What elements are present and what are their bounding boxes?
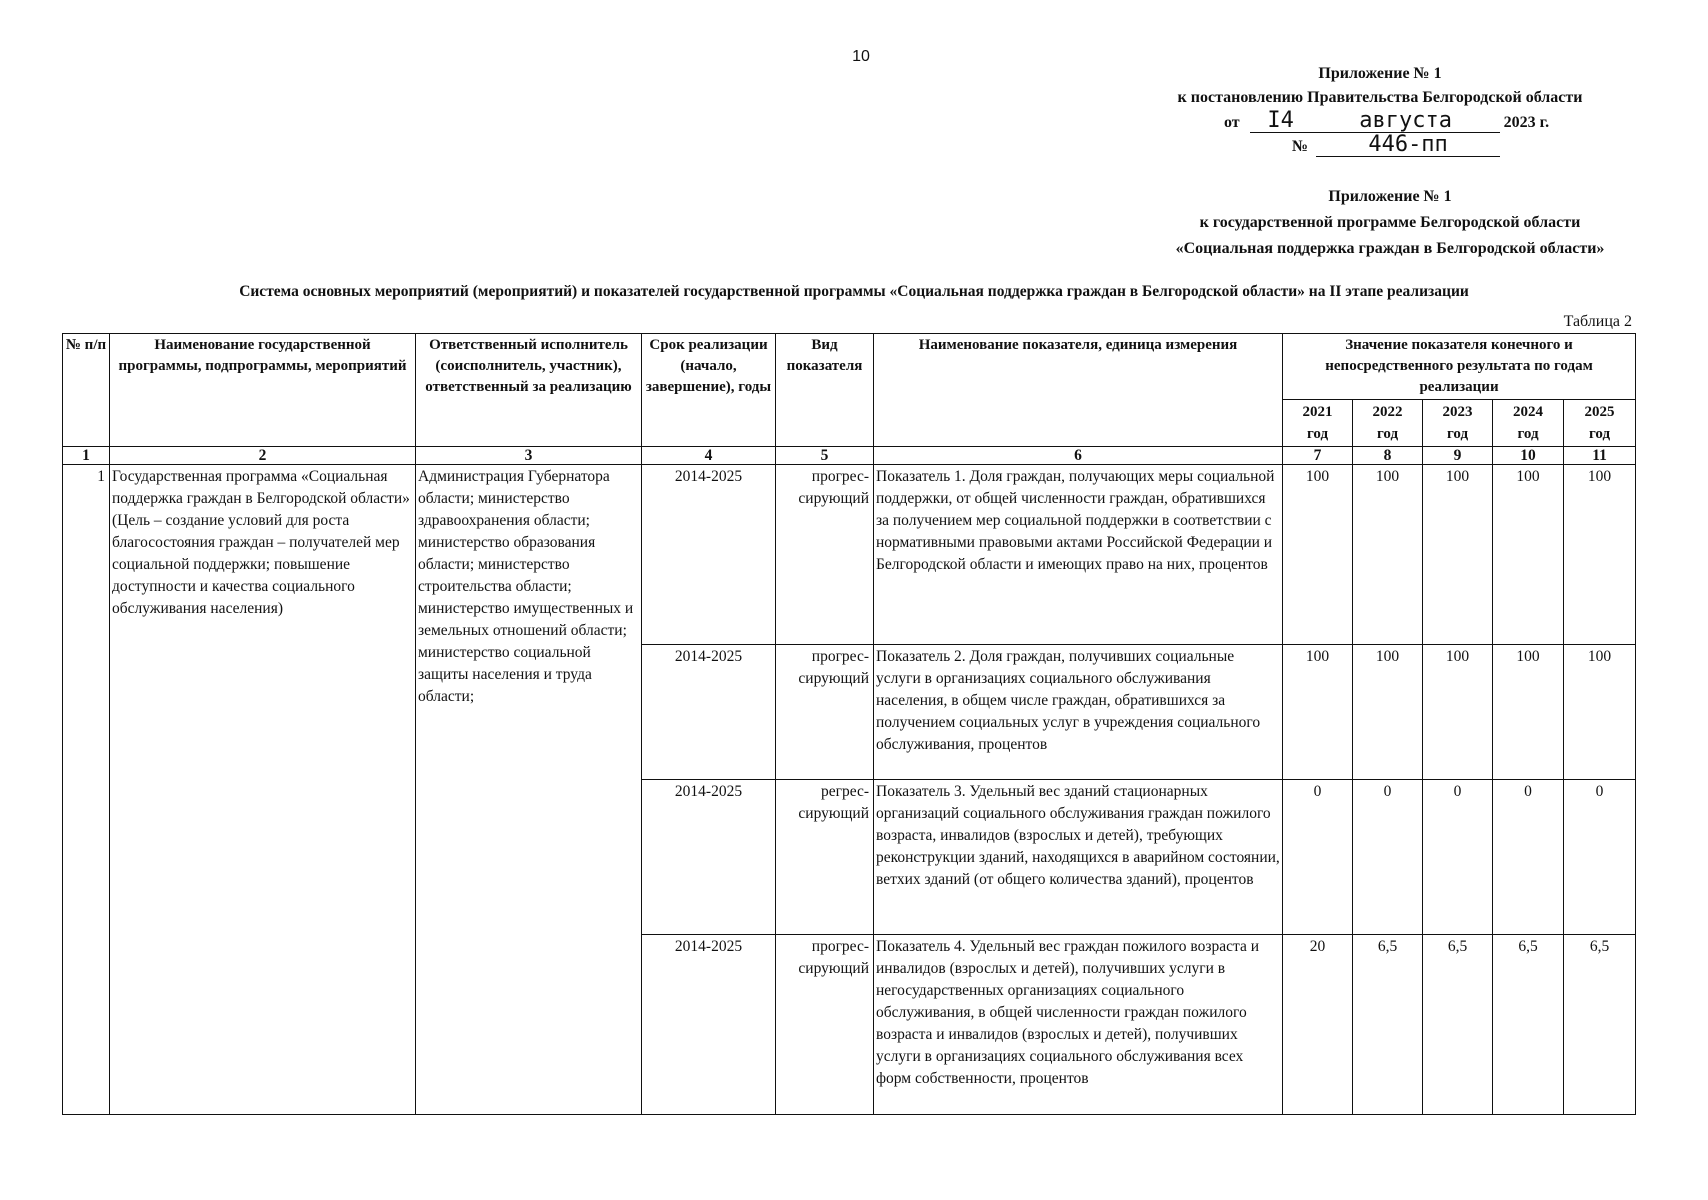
header-term: Срок реализации (начало, завершение), годы bbox=[642, 334, 776, 447]
indicators-table bbox=[62, 333, 1636, 1115]
column-number: 1 bbox=[63, 447, 110, 465]
column-number: 11 bbox=[1564, 447, 1636, 465]
term: 2014-2025 bbox=[642, 645, 776, 780]
column-number: 2 bbox=[110, 447, 416, 465]
column-number: 5 bbox=[776, 447, 874, 465]
header-year-2024: 2024 год bbox=[1493, 400, 1564, 447]
column-number: 4 bbox=[642, 447, 776, 465]
value-2021: 0 bbox=[1283, 780, 1353, 935]
appendix-1-resolution: к постановлению Правительства Белгородской области bbox=[1177, 89, 1583, 106]
header-executor: Ответственный исполнитель (соисполнитель, участник), ответственный за реализацию bbox=[416, 334, 642, 447]
appendix-1-date bbox=[1150, 110, 1610, 134]
value-2025: 100 bbox=[1564, 645, 1636, 780]
executors: Администрация Губернатора области; министерство здравоохранения области; министерство образования области; министерство строительства области; министерство имущественных и земельных отношений области; министерство социальной защиты населения и труда области; bbox=[416, 465, 642, 1115]
appendix-2-title: Приложение № 1 bbox=[1328, 188, 1452, 205]
value-2021: 100 bbox=[1283, 465, 1353, 645]
appendix-2-line2: «Социальная поддержка граждан в Белгородской области» bbox=[1175, 240, 1605, 257]
document-title: Система основных мероприятий (мероприятий) и показателей государственной программы «Социальная поддержка граждан в Белгородской области» на II этапе реализации bbox=[239, 283, 1469, 300]
value-2023: 100 bbox=[1423, 465, 1493, 645]
indicator-text: Показатель 4. Удельный вес граждан пожилого возраста и инвалидов (взрослых и детей), получивших услуги в негосударственных организациях социального обслуживания, в общей численности граждан пожилого возраста и инвалидов (взрослых и детей), получивших услуги в организациях социального обслуживания всех форм собственности, процентов bbox=[874, 935, 1283, 1115]
term: 2014-2025 bbox=[642, 780, 776, 935]
indicator-kind: прогрес-сирующий bbox=[776, 935, 874, 1115]
value-2023: 0 bbox=[1423, 780, 1493, 935]
value-2022: 100 bbox=[1353, 645, 1423, 780]
indicator-text: Показатель 3. Удельный вес зданий стационарных организаций социального обслуживания граждан пожилого возраста, инвалидов (взрослых и детей), требующих реконструкции зданий, находящихся в аварийном состоянии, ветхих зданий (от общего количества зданий), процентов bbox=[874, 780, 1283, 935]
value-2024: 100 bbox=[1493, 465, 1564, 645]
value-2023: 100 bbox=[1423, 645, 1493, 780]
header-year-2023: 2023 год bbox=[1423, 400, 1493, 447]
term: 2014-2025 bbox=[642, 935, 776, 1115]
appendix-2-block bbox=[1150, 184, 1630, 262]
value-2024: 6,5 bbox=[1493, 935, 1564, 1115]
appendix-1-title: Приложение № 1 bbox=[1318, 65, 1442, 82]
indicator-kind: прогрес-сирующий bbox=[776, 465, 874, 645]
value-2025: 6,5 bbox=[1564, 935, 1636, 1115]
table-row bbox=[63, 465, 1636, 645]
value-2025: 100 bbox=[1564, 465, 1636, 645]
value-2022: 0 bbox=[1353, 780, 1423, 935]
term: 2014-2025 bbox=[642, 465, 776, 645]
header-values-group: Значение показателя конечного и непосредственного результата по годам реализации bbox=[1283, 334, 1636, 400]
indicator-kind: регрес-сирующий bbox=[776, 780, 874, 935]
column-number: 8 bbox=[1353, 447, 1423, 465]
indicator-text: Показатель 1. Доля граждан, получающих меры социальной поддержки, от общей численности граждан, обратившихся за получением мер социальной поддержки в соответствии с нормативными правовыми актами Российской Федерации и Белгородской области и имеющих право на них, процентов bbox=[874, 465, 1283, 645]
column-number: 3 bbox=[416, 447, 642, 465]
table-label: Таблица 2 bbox=[1563, 313, 1632, 330]
value-2024: 100 bbox=[1493, 645, 1564, 780]
page-number: 10 bbox=[852, 48, 870, 65]
date-prefix: от bbox=[1224, 114, 1240, 131]
header-kind: Вид показателя bbox=[776, 334, 874, 447]
header-indicator: Наименование показателя, единица измерения bbox=[874, 334, 1283, 447]
value-2023: 6,5 bbox=[1423, 935, 1493, 1115]
column-number: 9 bbox=[1423, 447, 1493, 465]
column-number: 7 bbox=[1283, 447, 1353, 465]
date-year: 2023 г. bbox=[1503, 114, 1550, 131]
value-2024: 0 bbox=[1493, 780, 1564, 935]
header-num: № п/п bbox=[63, 334, 110, 447]
header-year-2021: 2021 год bbox=[1283, 400, 1353, 447]
row-number: 1 bbox=[63, 465, 110, 1115]
column-number: 6 bbox=[874, 447, 1283, 465]
date-month: августа bbox=[1312, 110, 1500, 133]
resolution-number: 446-пп bbox=[1316, 134, 1500, 157]
appendix-2-line1: к государственной программе Белгородской области bbox=[1199, 214, 1581, 231]
header-name: Наименование государственной программы, подпрограммы, мероприятий bbox=[110, 334, 416, 447]
indicator-text: Показатель 2. Доля граждан, получивших социальные услуги в организациях социального обслуживания населения, в общем числе граждан, обратившихся за получением социальных услуг в учреждения социального обслуживания, процентов bbox=[874, 645, 1283, 780]
header-year-2022: 2022 год bbox=[1353, 400, 1423, 447]
value-2025: 0 bbox=[1564, 780, 1636, 935]
number-prefix: № bbox=[1292, 138, 1309, 155]
column-number: 10 bbox=[1493, 447, 1564, 465]
value-2021: 100 bbox=[1283, 645, 1353, 780]
column-numbers-row bbox=[63, 447, 1636, 465]
appendix-1-number bbox=[1150, 134, 1610, 158]
value-2022: 6,5 bbox=[1353, 935, 1423, 1115]
indicator-kind: прогрес-сирующий bbox=[776, 645, 874, 780]
header-row bbox=[63, 334, 1636, 400]
header-year-2025: 2025 год bbox=[1564, 400, 1636, 447]
program-name: Государственная программа «Социальная поддержка граждан в Белгородской области» (Цель – создание условий для роста благосостояния граждан – получателей мер социальной поддержки; повышение доступности и качества социального обслуживания населения) bbox=[110, 465, 416, 1115]
value-2022: 100 bbox=[1353, 465, 1423, 645]
appendix-1-block bbox=[1150, 62, 1610, 158]
value-2021: 20 bbox=[1283, 935, 1353, 1115]
date-day: I4 bbox=[1250, 110, 1312, 133]
